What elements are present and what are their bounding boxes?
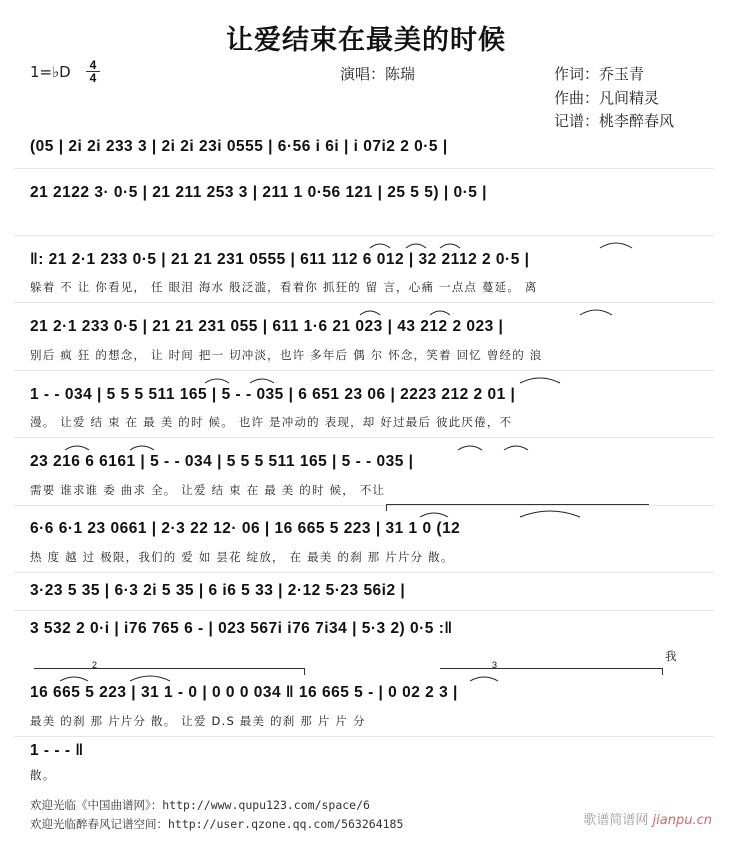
score-row-10-lyrics: 最美 的刹 那 片片分 散。 让爱 D.S 最美 的刹 那 片 片 分 [30, 714, 366, 728]
song-title: 让爱结束在最美的时候 [226, 25, 506, 56]
footer-line-1: 欢迎光临《中国曲谱网》：http://www.qupu123.com/space/6 [30, 798, 370, 812]
time-signature-top: 4 [86, 59, 100, 72]
volta-2-label: 2 [92, 660, 98, 670]
score-row-9-lyric-wo: 我 [665, 649, 677, 663]
composer: 作曲：凡间精灵 [554, 89, 660, 107]
lyricist: 作词：乔玉青 [554, 65, 645, 83]
footer-line-2: 欢迎光临醉春风记谱空间：http://user.qzone.qq.com/563264185 [30, 817, 404, 831]
score-row-4-lyrics: 别后 疯 狂 的想念， 让 时间 把一 切冲淡，也许 多年后 偶 尔 怀念，笑着 回忆 曾经的 浪 [30, 348, 543, 362]
transcriber: 记谱：桃李醉春风 [554, 112, 675, 130]
singer: 演唱：陈瑞 [340, 65, 416, 83]
score-row-6-lyrics: 需要 谁求谁 委 曲求 全。 让爱 结 束 在 最 美 的时 候， 不让 [30, 483, 386, 497]
key-signature: 1=♭D [30, 63, 71, 81]
score-row-4-notes: 21 2·1 233 0·5 | 21 21 231 055 | 611 1·6 21 023 | 43 212 2 023 | [30, 318, 504, 335]
score-row-3-lyrics: 躲着 不 让 你看见， 任 眼泪 海水 般泛滥，看着你 抓狂的 留 言，心痛 一点点 蔓延。 离 [30, 280, 538, 294]
score-row-10-notes: 16 665 5 223 | 31 1 - 0 | 0 0 0 034 ‖ 16 665 5 - | 0 02 2 3 | [30, 684, 458, 701]
volta-3-label: 3 [492, 660, 498, 670]
score-row-8-notes: 3·23 5 35 | 6·3 2i 5 35 | 6 i6 5 33 | 2·12 5·23 56i2 | [30, 582, 406, 599]
watermark [583, 809, 712, 828]
score-row-3-notes: ‖: 21 2·1 233 0·5 | 21 21 231 0555 | 611 112 6 012 | 32 2112 2 0·5 | [30, 251, 530, 268]
score-row-2-notes: 21 2122 3· 0·5 | 21 211 253 3 | 211 1 0·56 121 | 25 5 5) | 0·5 | [30, 184, 488, 201]
score-row-11-notes: 1 - - - ‖ [30, 742, 84, 759]
score-row-7-notes: 6·6 6·1 23 0661 | 2·3 22 12· 06 | 16 665 5 223 | 31 1 0 (12 [30, 520, 461, 537]
score-row-7-lyrics: 热 度 越 过 极限，我们的 爱 如 昙花 绽放， 在 最美 的刹 那 片片分 散。 [30, 550, 454, 564]
score-row-11-lyrics: 散。 [30, 768, 56, 782]
watermark-url: jianpu.cn [652, 813, 712, 828]
score-row-1-notes: (05 | 2i 2i 233 3 | 2i 2i 23i 0555 | 6·56 i 6i | i 07i2 2 0·5 | [30, 138, 448, 155]
score-row-5-lyrics: 漫。 让爱 结 束 在 最 美 的时 候。 也许 是冲动的 表现，却 好过最后 彼此厌倦，不 [30, 415, 513, 429]
watermark-site: 歌谱简谱网 [583, 813, 649, 828]
time-signature-bottom: 4 [89, 71, 97, 85]
score-row-9-notes: 3 532 2 0·i | i76 765 6 - | 023 567i i76 7i34 | 5·3 2) 0·5 :‖ [30, 620, 453, 637]
score-row-6-notes: 23 216 6 6161 | 5 - - 034 | 5 5 5 511 165 | 5 - - 035 | [30, 453, 414, 470]
score-row-5-notes: 1 - - 034 | 5 5 5 511 165 | 5 - - 035 | 6 651 23 06 | 2223 212 2 01 | [30, 386, 516, 403]
